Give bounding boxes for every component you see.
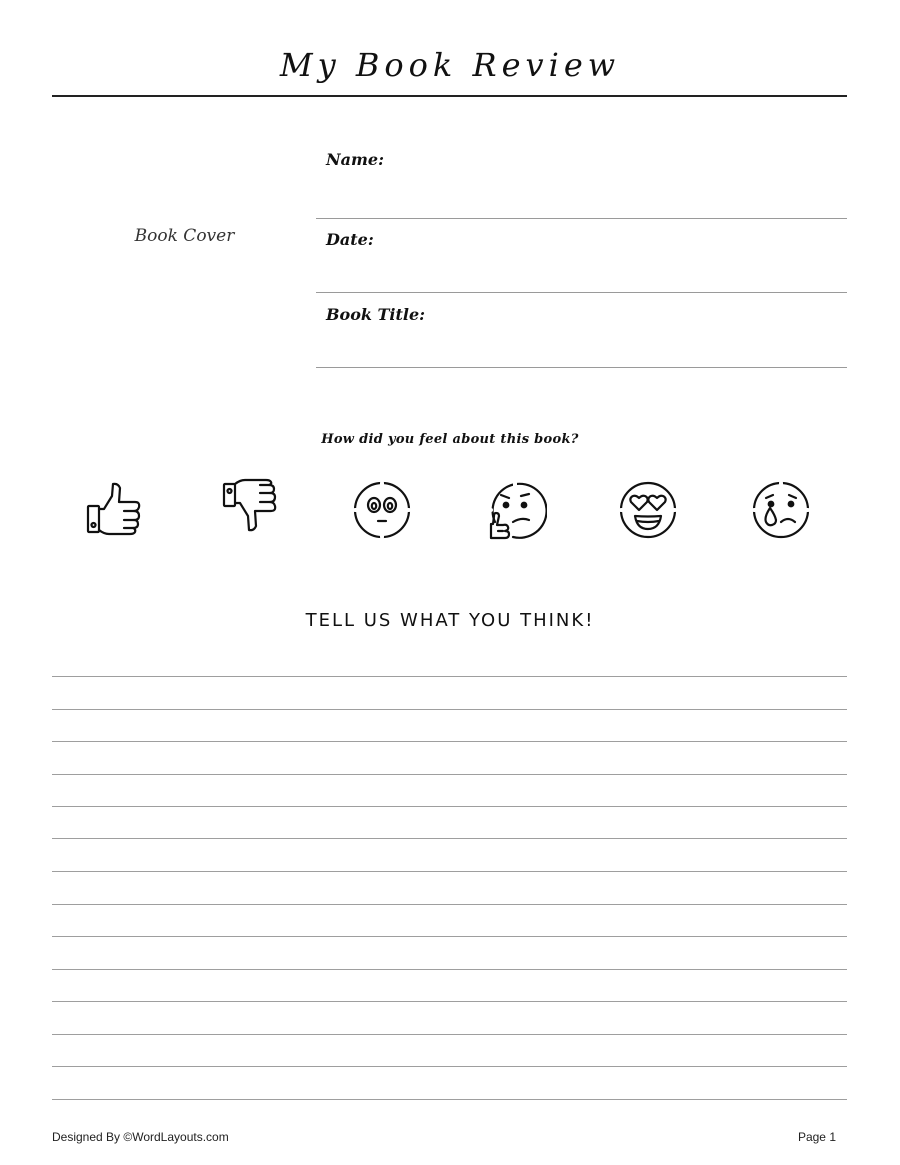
book-title-field-line[interactable] — [316, 367, 847, 368]
page-title: My Book Review — [279, 46, 621, 84]
writing-line[interactable] — [52, 774, 847, 775]
writing-line[interactable] — [52, 838, 847, 839]
writing-line[interactable] — [52, 676, 847, 677]
thinking-face-icon[interactable] — [483, 478, 547, 542]
thumbs-down-icon[interactable] — [218, 478, 282, 542]
crying-face-icon[interactable] — [749, 478, 813, 542]
heart-eyes-face-icon[interactable] — [616, 478, 680, 542]
writing-line[interactable] — [52, 1034, 847, 1035]
writing-line[interactable] — [52, 871, 847, 872]
name-label: Name: — [326, 150, 385, 169]
book-title-label: Book Title: — [326, 305, 426, 324]
writing-line[interactable] — [52, 904, 847, 905]
writing-line[interactable] — [52, 936, 847, 937]
writing-line[interactable] — [52, 1099, 847, 1100]
feelings-question: How did you feel about this book? — [321, 432, 579, 447]
writing-line[interactable] — [52, 709, 847, 710]
date-field-line[interactable] — [316, 292, 847, 293]
page-number: Page 1 — [797, 1130, 836, 1144]
writing-line[interactable] — [52, 969, 847, 970]
date-label: Date: — [326, 230, 374, 249]
footer-credit: Designed By ©WordLayouts.com — [52, 1130, 229, 1144]
writing-line[interactable] — [52, 1066, 847, 1067]
book-cover-placeholder: Book Cover — [134, 226, 235, 246]
writing-line[interactable] — [52, 741, 847, 742]
surprised-face-icon[interactable] — [350, 478, 414, 542]
writing-line[interactable] — [52, 806, 847, 807]
thumbs-up-icon[interactable] — [82, 478, 146, 542]
title-divider — [52, 95, 847, 97]
writing-line[interactable] — [52, 1001, 847, 1002]
review-heading: TELL US WHAT YOU THINK! — [305, 610, 595, 631]
name-field-line[interactable] — [316, 218, 847, 219]
